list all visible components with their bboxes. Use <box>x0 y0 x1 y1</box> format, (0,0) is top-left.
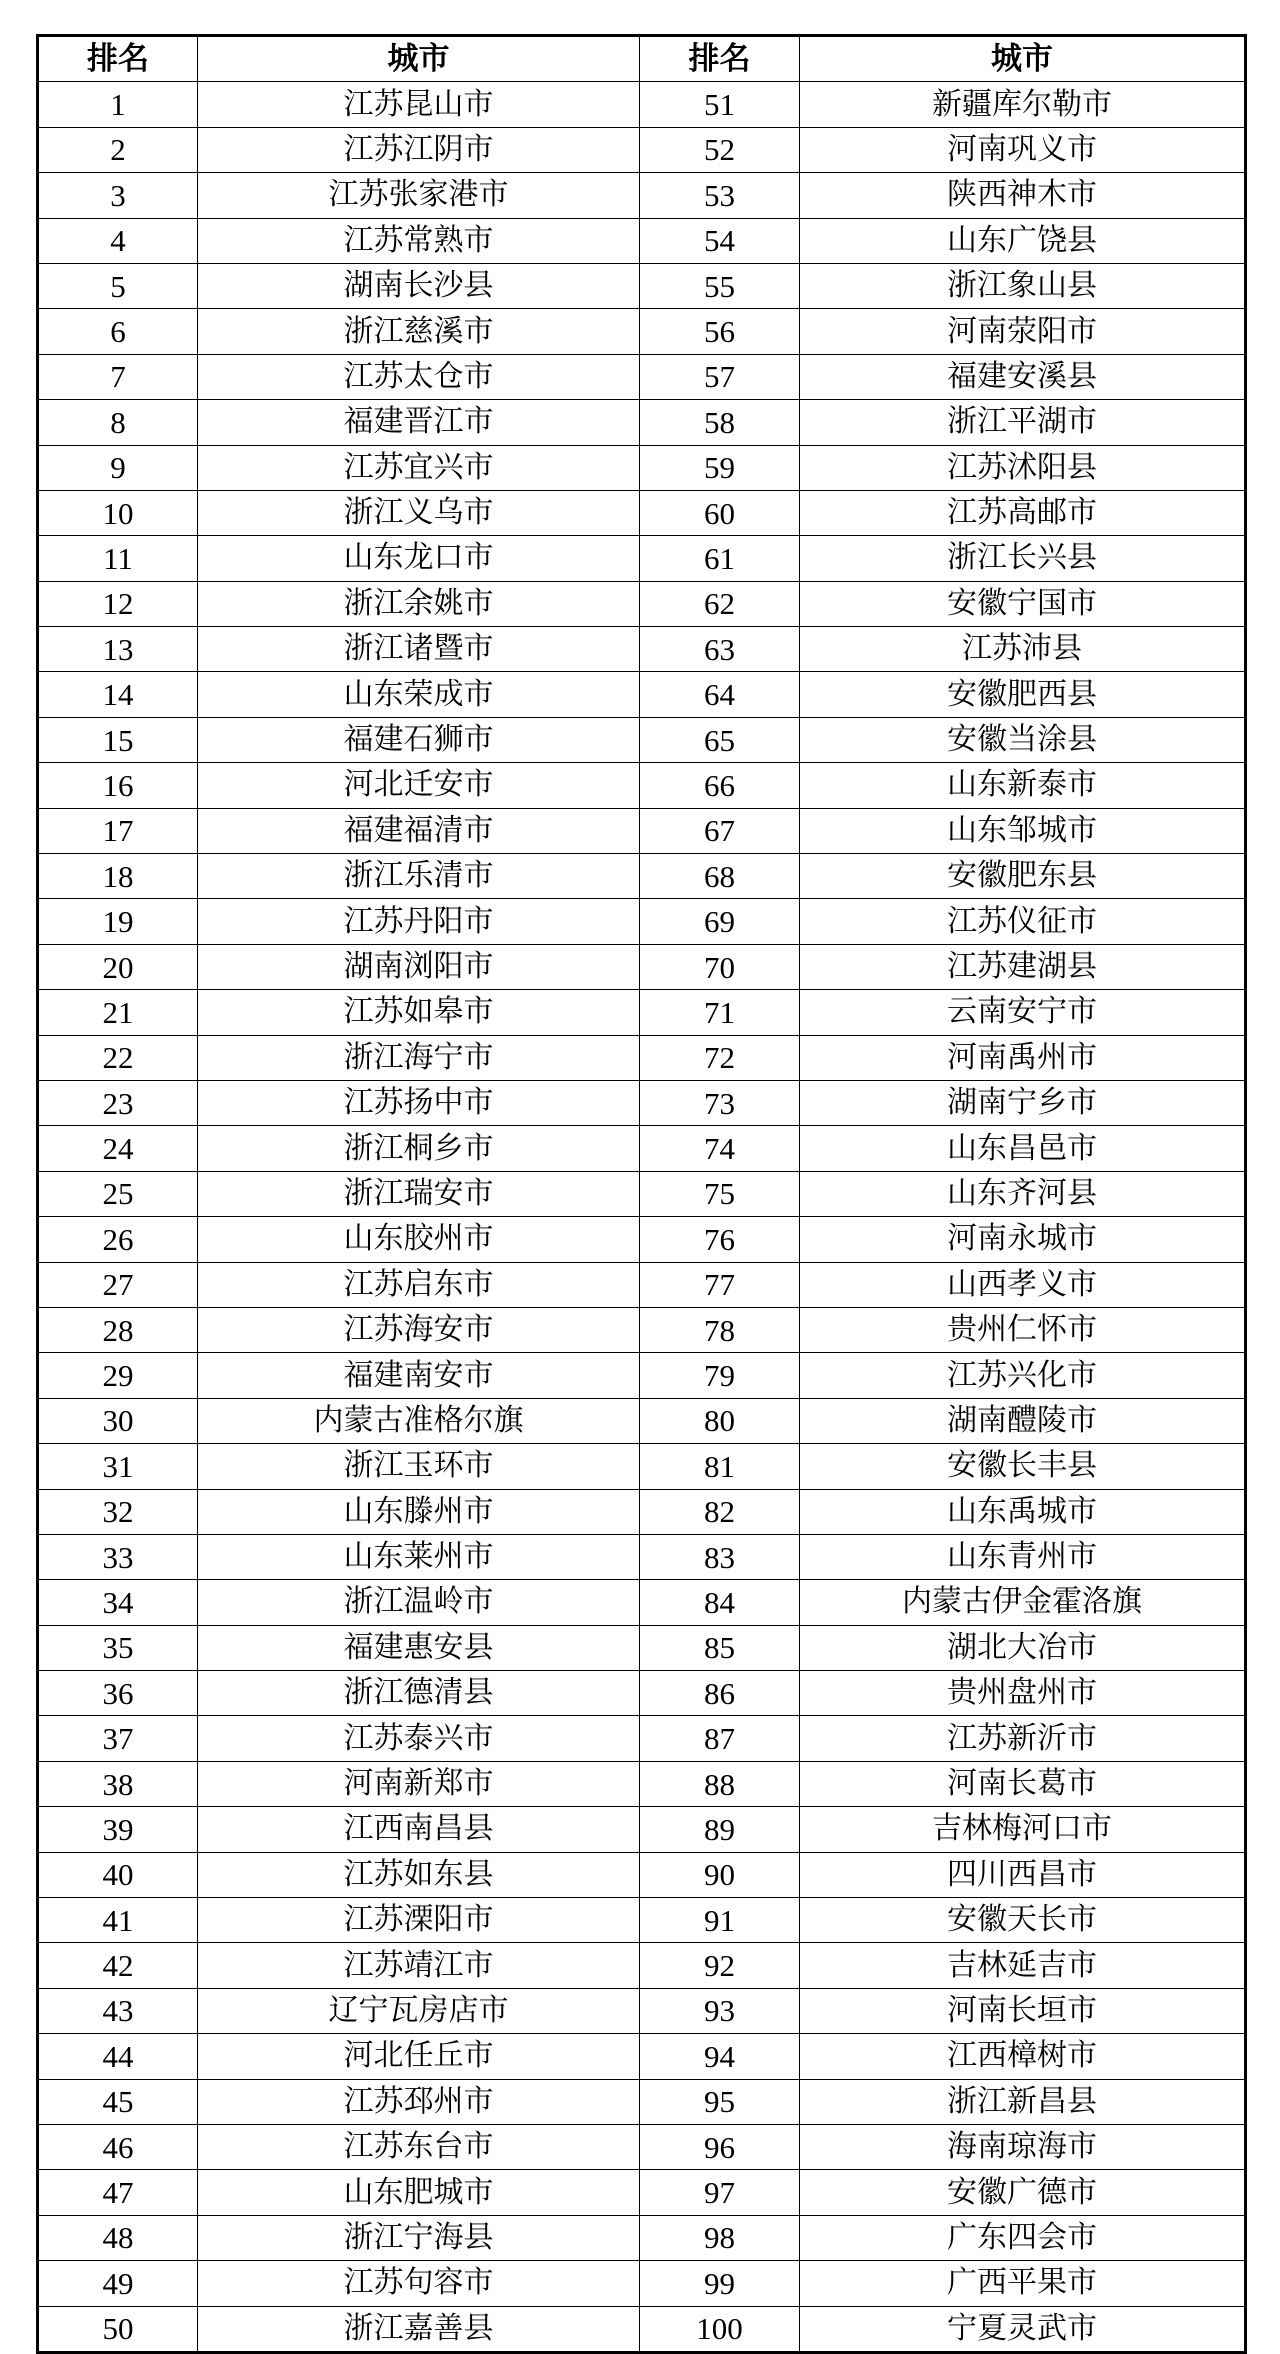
rank-cell-left: 24 <box>38 1126 198 1171</box>
rank-cell-left: 5 <box>38 263 198 308</box>
rank-cell-right: 93 <box>640 1988 800 2033</box>
rank-cell-left: 2 <box>38 127 198 172</box>
city-cell-right: 山东齐河县 <box>800 1171 1246 1216</box>
rank-cell-left: 43 <box>38 1988 198 2033</box>
rank-cell-left: 44 <box>38 2034 198 2079</box>
table-row <box>38 1489 1246 1534</box>
rank-cell-right: 52 <box>640 127 800 172</box>
rank-cell-left: 37 <box>38 1716 198 1761</box>
rank-cell-right: 81 <box>640 1444 800 1489</box>
table-row <box>38 1171 1246 1216</box>
rank-cell-left: 42 <box>38 1943 198 1988</box>
city-cell-right: 山东新泰市 <box>800 763 1246 808</box>
city-cell-left: 浙江桐乡市 <box>198 1126 640 1171</box>
rank-cell-left: 9 <box>38 445 198 490</box>
rank-cell-right: 71 <box>640 990 800 1035</box>
rank-cell-right: 65 <box>640 717 800 762</box>
table-row <box>38 1534 1246 1579</box>
city-cell-right: 安徽宁国市 <box>800 581 1246 626</box>
rank-cell-right: 60 <box>640 490 800 535</box>
city-cell-right: 安徽长丰县 <box>800 1444 1246 1489</box>
rank-cell-left: 1 <box>38 82 198 127</box>
rank-cell-left: 29 <box>38 1353 198 1398</box>
rank-cell-left: 18 <box>38 854 198 899</box>
city-cell-left: 江苏丹阳市 <box>198 899 640 944</box>
city-cell-left: 浙江瑞安市 <box>198 1171 640 1216</box>
table-row <box>38 1852 1246 1897</box>
table-row <box>38 763 1246 808</box>
rank-cell-left: 30 <box>38 1398 198 1443</box>
city-cell-left: 湖南浏阳市 <box>198 944 640 989</box>
table-row <box>38 1580 1246 1625</box>
city-cell-right: 山东邹城市 <box>800 808 1246 853</box>
city-cell-right: 吉林梅河口市 <box>800 1807 1246 1852</box>
table-row <box>38 445 1246 490</box>
table-row <box>38 717 1246 762</box>
city-cell-right: 浙江象山县 <box>800 263 1246 308</box>
rank-cell-right: 98 <box>640 2215 800 2260</box>
city-cell-left: 江苏太仓市 <box>198 354 640 399</box>
rank-cell-right: 100 <box>640 2306 800 2352</box>
city-cell-left: 江苏如东县 <box>198 1852 640 1897</box>
rank-cell-right: 64 <box>640 672 800 717</box>
rank-cell-left: 40 <box>38 1852 198 1897</box>
header-row <box>38 36 1246 82</box>
rank-cell-left: 16 <box>38 763 198 808</box>
city-cell-left: 江苏东台市 <box>198 2124 640 2169</box>
city-cell-left: 江苏启东市 <box>198 1262 640 1307</box>
city-cell-left: 江西南昌县 <box>198 1807 640 1852</box>
rank-cell-left: 41 <box>38 1898 198 1943</box>
city-cell-left: 江苏常熟市 <box>198 218 640 263</box>
rank-cell-left: 46 <box>38 2124 198 2169</box>
header-city-right: 城市 <box>800 36 1246 82</box>
rank-cell-right: 76 <box>640 1217 800 1262</box>
city-cell-left: 河南新郑市 <box>198 1761 640 1806</box>
rank-cell-left: 6 <box>38 309 198 354</box>
city-cell-left: 浙江海宁市 <box>198 1035 640 1080</box>
table-row <box>38 1262 1246 1307</box>
table-row <box>38 808 1246 853</box>
table-row <box>38 1988 1246 2033</box>
rank-cell-left: 3 <box>38 173 198 218</box>
table-row <box>38 354 1246 399</box>
table-row <box>38 1035 1246 1080</box>
table-row <box>38 1398 1246 1443</box>
table-row <box>38 263 1246 308</box>
table-row <box>38 1217 1246 1262</box>
rank-cell-right: 75 <box>640 1171 800 1216</box>
city-cell-left: 江苏靖江市 <box>198 1943 640 1988</box>
table-row <box>38 2261 1246 2306</box>
city-cell-right: 陕西神木市 <box>800 173 1246 218</box>
city-cell-left: 江苏江阴市 <box>198 127 640 172</box>
rank-cell-left: 23 <box>38 1080 198 1125</box>
city-cell-right: 江苏建湖县 <box>800 944 1246 989</box>
rank-cell-right: 67 <box>640 808 800 853</box>
table-row <box>38 1353 1246 1398</box>
rank-cell-right: 66 <box>640 763 800 808</box>
rank-cell-right: 59 <box>640 445 800 490</box>
city-cell-right: 江苏高邮市 <box>800 490 1246 535</box>
city-cell-left: 湖南长沙县 <box>198 263 640 308</box>
rank-cell-right: 83 <box>640 1534 800 1579</box>
rank-cell-left: 11 <box>38 536 198 581</box>
rank-cell-right: 87 <box>640 1716 800 1761</box>
city-cell-left: 浙江义乌市 <box>198 490 640 535</box>
city-cell-left: 浙江宁海县 <box>198 2215 640 2260</box>
rank-cell-left: 45 <box>38 2079 198 2124</box>
city-cell-left: 福建福清市 <box>198 808 640 853</box>
table-row <box>38 218 1246 263</box>
city-cell-right: 海南琼海市 <box>800 2124 1246 2169</box>
rank-cell-right: 80 <box>640 1398 800 1443</box>
city-cell-right: 山东禹城市 <box>800 1489 1246 1534</box>
city-cell-left: 江苏泰兴市 <box>198 1716 640 1761</box>
city-cell-right: 新疆库尔勒市 <box>800 82 1246 127</box>
table-row <box>38 1126 1246 1171</box>
rank-cell-left: 38 <box>38 1761 198 1806</box>
city-cell-left: 江苏邳州市 <box>198 2079 640 2124</box>
city-cell-right: 云南安宁市 <box>800 990 1246 1035</box>
table-row <box>38 1943 1246 1988</box>
table-row <box>38 2215 1246 2260</box>
rank-cell-right: 57 <box>640 354 800 399</box>
rank-cell-right: 56 <box>640 309 800 354</box>
table-row <box>38 944 1246 989</box>
city-cell-left: 江苏宜兴市 <box>198 445 640 490</box>
city-cell-right: 浙江长兴县 <box>800 536 1246 581</box>
rank-cell-right: 53 <box>640 173 800 218</box>
table-row <box>38 400 1246 445</box>
rank-cell-left: 12 <box>38 581 198 626</box>
rank-cell-left: 35 <box>38 1625 198 1670</box>
rank-cell-left: 8 <box>38 400 198 445</box>
table-row <box>38 82 1246 127</box>
rank-cell-left: 7 <box>38 354 198 399</box>
city-cell-right: 河南长垣市 <box>800 1988 1246 2033</box>
city-cell-left: 江苏溧阳市 <box>198 1898 640 1943</box>
city-cell-left: 山东龙口市 <box>198 536 640 581</box>
header-city-left: 城市 <box>198 36 640 82</box>
rank-cell-right: 78 <box>640 1307 800 1352</box>
rank-cell-right: 63 <box>640 627 800 672</box>
rank-cell-left: 22 <box>38 1035 198 1080</box>
table-row <box>38 1671 1246 1716</box>
city-cell-left: 江苏扬中市 <box>198 1080 640 1125</box>
rank-cell-right: 51 <box>640 82 800 127</box>
table-row <box>38 2034 1246 2079</box>
table-row <box>38 2079 1246 2124</box>
table-row <box>38 581 1246 626</box>
rank-cell-left: 47 <box>38 2170 198 2215</box>
rank-cell-left: 21 <box>38 990 198 1035</box>
city-cell-right: 湖南宁乡市 <box>800 1080 1246 1125</box>
city-cell-right: 河南永城市 <box>800 1217 1246 1262</box>
table-row <box>38 2170 1246 2215</box>
city-cell-right: 内蒙古伊金霍洛旗 <box>800 1580 1246 1625</box>
rank-cell-left: 4 <box>38 218 198 263</box>
rank-cell-left: 49 <box>38 2261 198 2306</box>
rank-cell-right: 97 <box>640 2170 800 2215</box>
city-cell-right: 江苏新沂市 <box>800 1716 1246 1761</box>
city-cell-left: 浙江慈溪市 <box>198 309 640 354</box>
rank-cell-right: 73 <box>640 1080 800 1125</box>
city-cell-right: 四川西昌市 <box>800 1852 1246 1897</box>
city-cell-right: 江苏仪征市 <box>800 899 1246 944</box>
table-row <box>38 1898 1246 1943</box>
rank-cell-left: 34 <box>38 1580 198 1625</box>
rank-cell-left: 31 <box>38 1444 198 1489</box>
rank-cell-left: 14 <box>38 672 198 717</box>
rank-cell-right: 58 <box>640 400 800 445</box>
city-cell-right: 山东昌邑市 <box>800 1126 1246 1171</box>
city-cell-right: 江苏兴化市 <box>800 1353 1246 1398</box>
rank-cell-right: 55 <box>640 263 800 308</box>
rank-cell-right: 92 <box>640 1943 800 1988</box>
city-cell-left: 山东滕州市 <box>198 1489 640 1534</box>
table-row <box>38 899 1246 944</box>
table-row <box>38 2306 1246 2352</box>
rank-cell-left: 10 <box>38 490 198 535</box>
city-cell-left: 福建惠安县 <box>198 1625 640 1670</box>
city-cell-left: 江苏海安市 <box>198 1307 640 1352</box>
city-cell-left: 福建石狮市 <box>198 717 640 762</box>
rank-cell-left: 48 <box>38 2215 198 2260</box>
table-row <box>38 2124 1246 2169</box>
city-cell-left: 山东莱州市 <box>198 1534 640 1579</box>
rank-cell-left: 32 <box>38 1489 198 1534</box>
city-cell-right: 贵州仁怀市 <box>800 1307 1246 1352</box>
ranking-table <box>36 34 1247 2354</box>
city-cell-right: 安徽天长市 <box>800 1898 1246 1943</box>
rank-cell-left: 26 <box>38 1217 198 1262</box>
rank-cell-right: 54 <box>640 218 800 263</box>
rank-cell-right: 89 <box>640 1807 800 1852</box>
table-row <box>38 854 1246 899</box>
header-rank-left: 排名 <box>38 36 198 82</box>
city-cell-left: 辽宁瓦房店市 <box>198 1988 640 2033</box>
table-row <box>38 1807 1246 1852</box>
rank-cell-right: 68 <box>640 854 800 899</box>
rank-cell-right: 96 <box>640 2124 800 2169</box>
city-cell-right: 山东广饶县 <box>800 218 1246 263</box>
city-cell-right: 江苏沛县 <box>800 627 1246 672</box>
rank-cell-right: 94 <box>640 2034 800 2079</box>
city-cell-right: 河南长葛市 <box>800 1761 1246 1806</box>
city-cell-left: 河北任丘市 <box>198 2034 640 2079</box>
city-cell-right: 浙江平湖市 <box>800 400 1246 445</box>
city-cell-right: 河南巩义市 <box>800 127 1246 172</box>
city-cell-left: 浙江乐清市 <box>198 854 640 899</box>
city-cell-left: 福建南安市 <box>198 1353 640 1398</box>
city-cell-right: 安徽肥西县 <box>800 672 1246 717</box>
rank-cell-left: 25 <box>38 1171 198 1216</box>
rank-cell-right: 82 <box>640 1489 800 1534</box>
rank-cell-left: 27 <box>38 1262 198 1307</box>
city-cell-left: 江苏如皋市 <box>198 990 640 1035</box>
city-cell-right: 广东四会市 <box>800 2215 1246 2260</box>
city-cell-right: 吉林延吉市 <box>800 1943 1246 1988</box>
rank-cell-left: 33 <box>38 1534 198 1579</box>
city-cell-left: 浙江温岭市 <box>198 1580 640 1625</box>
rank-cell-right: 79 <box>640 1353 800 1398</box>
city-cell-right: 江苏沭阳县 <box>800 445 1246 490</box>
city-cell-right: 河南禹州市 <box>800 1035 1246 1080</box>
city-cell-left: 浙江余姚市 <box>198 581 640 626</box>
rank-cell-right: 85 <box>640 1625 800 1670</box>
rank-cell-left: 20 <box>38 944 198 989</box>
table-row <box>38 536 1246 581</box>
rank-cell-right: 91 <box>640 1898 800 1943</box>
rank-cell-left: 17 <box>38 808 198 853</box>
rank-cell-right: 72 <box>640 1035 800 1080</box>
table-row <box>38 990 1246 1035</box>
city-cell-left: 山东荣成市 <box>198 672 640 717</box>
rank-cell-left: 13 <box>38 627 198 672</box>
table-row <box>38 127 1246 172</box>
table-body <box>38 82 1246 2353</box>
rank-cell-left: 19 <box>38 899 198 944</box>
rank-cell-left: 36 <box>38 1671 198 1716</box>
rank-cell-right: 70 <box>640 944 800 989</box>
city-cell-right: 安徽广德市 <box>800 2170 1246 2215</box>
city-cell-left: 内蒙古准格尔旗 <box>198 1398 640 1443</box>
city-cell-right: 江西樟树市 <box>800 2034 1246 2079</box>
rank-cell-right: 77 <box>640 1262 800 1307</box>
table-row <box>38 1761 1246 1806</box>
rank-cell-right: 99 <box>640 2261 800 2306</box>
city-cell-right: 广西平果市 <box>800 2261 1246 2306</box>
city-cell-right: 安徽肥东县 <box>800 854 1246 899</box>
rank-cell-left: 50 <box>38 2306 198 2352</box>
rank-cell-right: 61 <box>640 536 800 581</box>
city-cell-right: 山东青州市 <box>800 1534 1246 1579</box>
rank-cell-left: 39 <box>38 1807 198 1852</box>
city-cell-left: 浙江玉环市 <box>198 1444 640 1489</box>
table-row <box>38 1080 1246 1125</box>
city-cell-left: 福建晋江市 <box>198 400 640 445</box>
city-cell-left: 山东肥城市 <box>198 2170 640 2215</box>
city-cell-left: 河北迁安市 <box>198 763 640 808</box>
rank-cell-left: 28 <box>38 1307 198 1352</box>
city-cell-left: 山东胶州市 <box>198 1217 640 1262</box>
city-cell-left: 江苏张家港市 <box>198 173 640 218</box>
city-cell-left: 江苏句容市 <box>198 2261 640 2306</box>
city-cell-right: 安徽当涂县 <box>800 717 1246 762</box>
rank-cell-right: 69 <box>640 899 800 944</box>
table-row <box>38 1307 1246 1352</box>
table-row <box>38 672 1246 717</box>
city-cell-right: 宁夏灵武市 <box>800 2306 1246 2352</box>
rank-cell-right: 86 <box>640 1671 800 1716</box>
city-cell-left: 江苏昆山市 <box>198 82 640 127</box>
city-cell-right: 浙江新昌县 <box>800 2079 1246 2124</box>
rank-cell-right: 74 <box>640 1126 800 1171</box>
city-cell-left: 浙江诸暨市 <box>198 627 640 672</box>
rank-cell-right: 88 <box>640 1761 800 1806</box>
city-cell-left: 浙江德清县 <box>198 1671 640 1716</box>
table-row <box>38 173 1246 218</box>
city-cell-right: 湖北大冶市 <box>800 1625 1246 1670</box>
header-rank-right: 排名 <box>640 36 800 82</box>
city-cell-right: 贵州盘州市 <box>800 1671 1246 1716</box>
table-row <box>38 309 1246 354</box>
city-cell-right: 河南荥阳市 <box>800 309 1246 354</box>
city-cell-right: 湖南醴陵市 <box>800 1398 1246 1443</box>
table-row <box>38 1716 1246 1761</box>
rank-cell-left: 15 <box>38 717 198 762</box>
table-row <box>38 1625 1246 1670</box>
city-cell-right: 福建安溪县 <box>800 354 1246 399</box>
city-cell-left: 浙江嘉善县 <box>198 2306 640 2352</box>
table-row <box>38 627 1246 672</box>
rank-cell-right: 84 <box>640 1580 800 1625</box>
rank-cell-right: 95 <box>640 2079 800 2124</box>
table-row <box>38 490 1246 535</box>
city-cell-right: 山西孝义市 <box>800 1262 1246 1307</box>
rank-cell-right: 62 <box>640 581 800 626</box>
table-row <box>38 1444 1246 1489</box>
rank-cell-right: 90 <box>640 1852 800 1897</box>
